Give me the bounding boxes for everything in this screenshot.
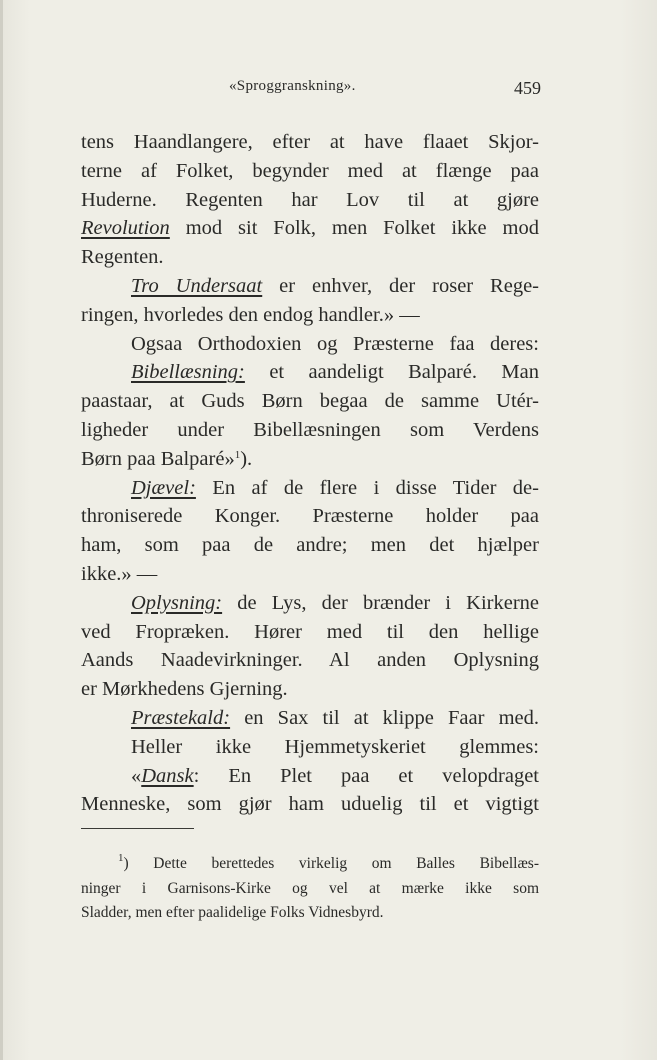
text-run: Regenten.: [81, 246, 164, 269]
running-title: «Sproggranskning».: [229, 78, 356, 94]
footnote-ref: 1: [234, 448, 241, 461]
text-line: [81, 387, 539, 416]
text-line: [81, 272, 539, 301]
text-line: [81, 474, 539, 503]
text-line: [81, 790, 539, 819]
text-line: [81, 762, 539, 791]
text-line: [81, 618, 539, 647]
text-run: ).: [240, 447, 253, 470]
text-run: en Sax til at klippe Faar med.: [230, 706, 539, 729]
term: Præstekald:: [131, 706, 231, 729]
text-line: [81, 243, 539, 272]
term: Oplysning:: [131, 591, 223, 614]
term: Tro Undersaat: [131, 274, 263, 297]
text-run: et aandeligt Balparé. Man: [244, 361, 539, 384]
footnote-line: [81, 901, 539, 926]
term: Bibellæsning:: [131, 361, 245, 384]
text-run: Børn paa Balparé»: [81, 447, 235, 470]
text-run: ligheder under Bibellæsningen som Verdens: [81, 418, 539, 441]
text-line: [81, 416, 539, 445]
text-run: mod sit Folk, men Folket ikke mod: [169, 217, 539, 240]
text-line: [81, 445, 539, 474]
text-run: ikke.» —: [81, 562, 158, 585]
footnote-text: Sladder, men efter paalidelige Folks Vidnesbyrd.: [81, 904, 384, 921]
text-line: [81, 560, 539, 589]
text-line: [81, 358, 539, 387]
text-line: [81, 330, 539, 359]
text-run: «: [131, 764, 142, 787]
footnote-line: [81, 852, 539, 877]
text-run: tens Haandlangere, efter at have flaaet Skjor-: [81, 131, 539, 153]
footnote-marker: 1: [118, 852, 124, 864]
text-line: [81, 646, 539, 675]
text-run: Huderne. Regenten har Lov til at gjøre: [81, 188, 539, 211]
text-line: [81, 502, 539, 531]
text-run: er Mørkhedens Gjerning.: [81, 678, 288, 701]
text-run: terne af Folket, begynder med at flænge paa: [81, 159, 539, 182]
text-line: [81, 704, 539, 733]
term: Djævel:: [131, 476, 196, 499]
text-run: ringen, hvorledes den endog handler.» —: [81, 303, 420, 326]
text-line: [81, 589, 539, 618]
footnote-text: ) Dette berettedes virkelig om Balles Bibellæs-: [123, 855, 539, 872]
text-line: [81, 214, 539, 243]
text-run: de Lys, der brænder i Kirkerne: [222, 591, 539, 614]
text-line: [81, 733, 539, 762]
footnote-line: [81, 877, 539, 902]
text-line: [81, 675, 539, 704]
footnote-text: ninger i Garnisons-Kirke og vel at mærke ikke som: [81, 879, 539, 897]
term: Revolution: [81, 217, 170, 240]
text-run: Menneske, som gjør ham uduelig til et vigtigt: [81, 793, 539, 816]
text-line: [81, 186, 539, 215]
text-run: : En Plet paa et velopdraget: [193, 764, 539, 787]
term: Dansk: [141, 764, 194, 787]
footnote-rule: [81, 828, 194, 829]
text-run: er enhver, der roser Rege-: [262, 274, 540, 297]
text-run: ved Fropræken. Hører med til den hellige: [81, 620, 539, 643]
text-line: [81, 531, 539, 560]
text-line: [81, 301, 539, 330]
page-edge: [0, 0, 3, 1060]
text-run: throniserede Konger. Præsterne holder paa: [81, 505, 539, 528]
body-text: [81, 128, 539, 819]
page-number: 459: [514, 78, 541, 98]
text-line: [81, 128, 539, 157]
page-header: [229, 78, 541, 102]
text-run: ham, som paa de andre; men det hjælper: [81, 534, 539, 557]
text-run: Ogsaa Orthodoxien og Præsterne faa deres:: [131, 332, 539, 355]
footnote: [81, 852, 539, 926]
text-run: Aands Naadevirkninger. Al anden Oplysning: [81, 649, 539, 672]
text-run: Heller ikke Hjemmetyskeriet glemmes:: [131, 735, 539, 758]
text-run: En af de flere i disse Tider de-: [195, 476, 539, 499]
text-run: paastaar, at Guds Børn begaa de samme Utér-: [81, 390, 539, 413]
text-line: [81, 157, 539, 186]
